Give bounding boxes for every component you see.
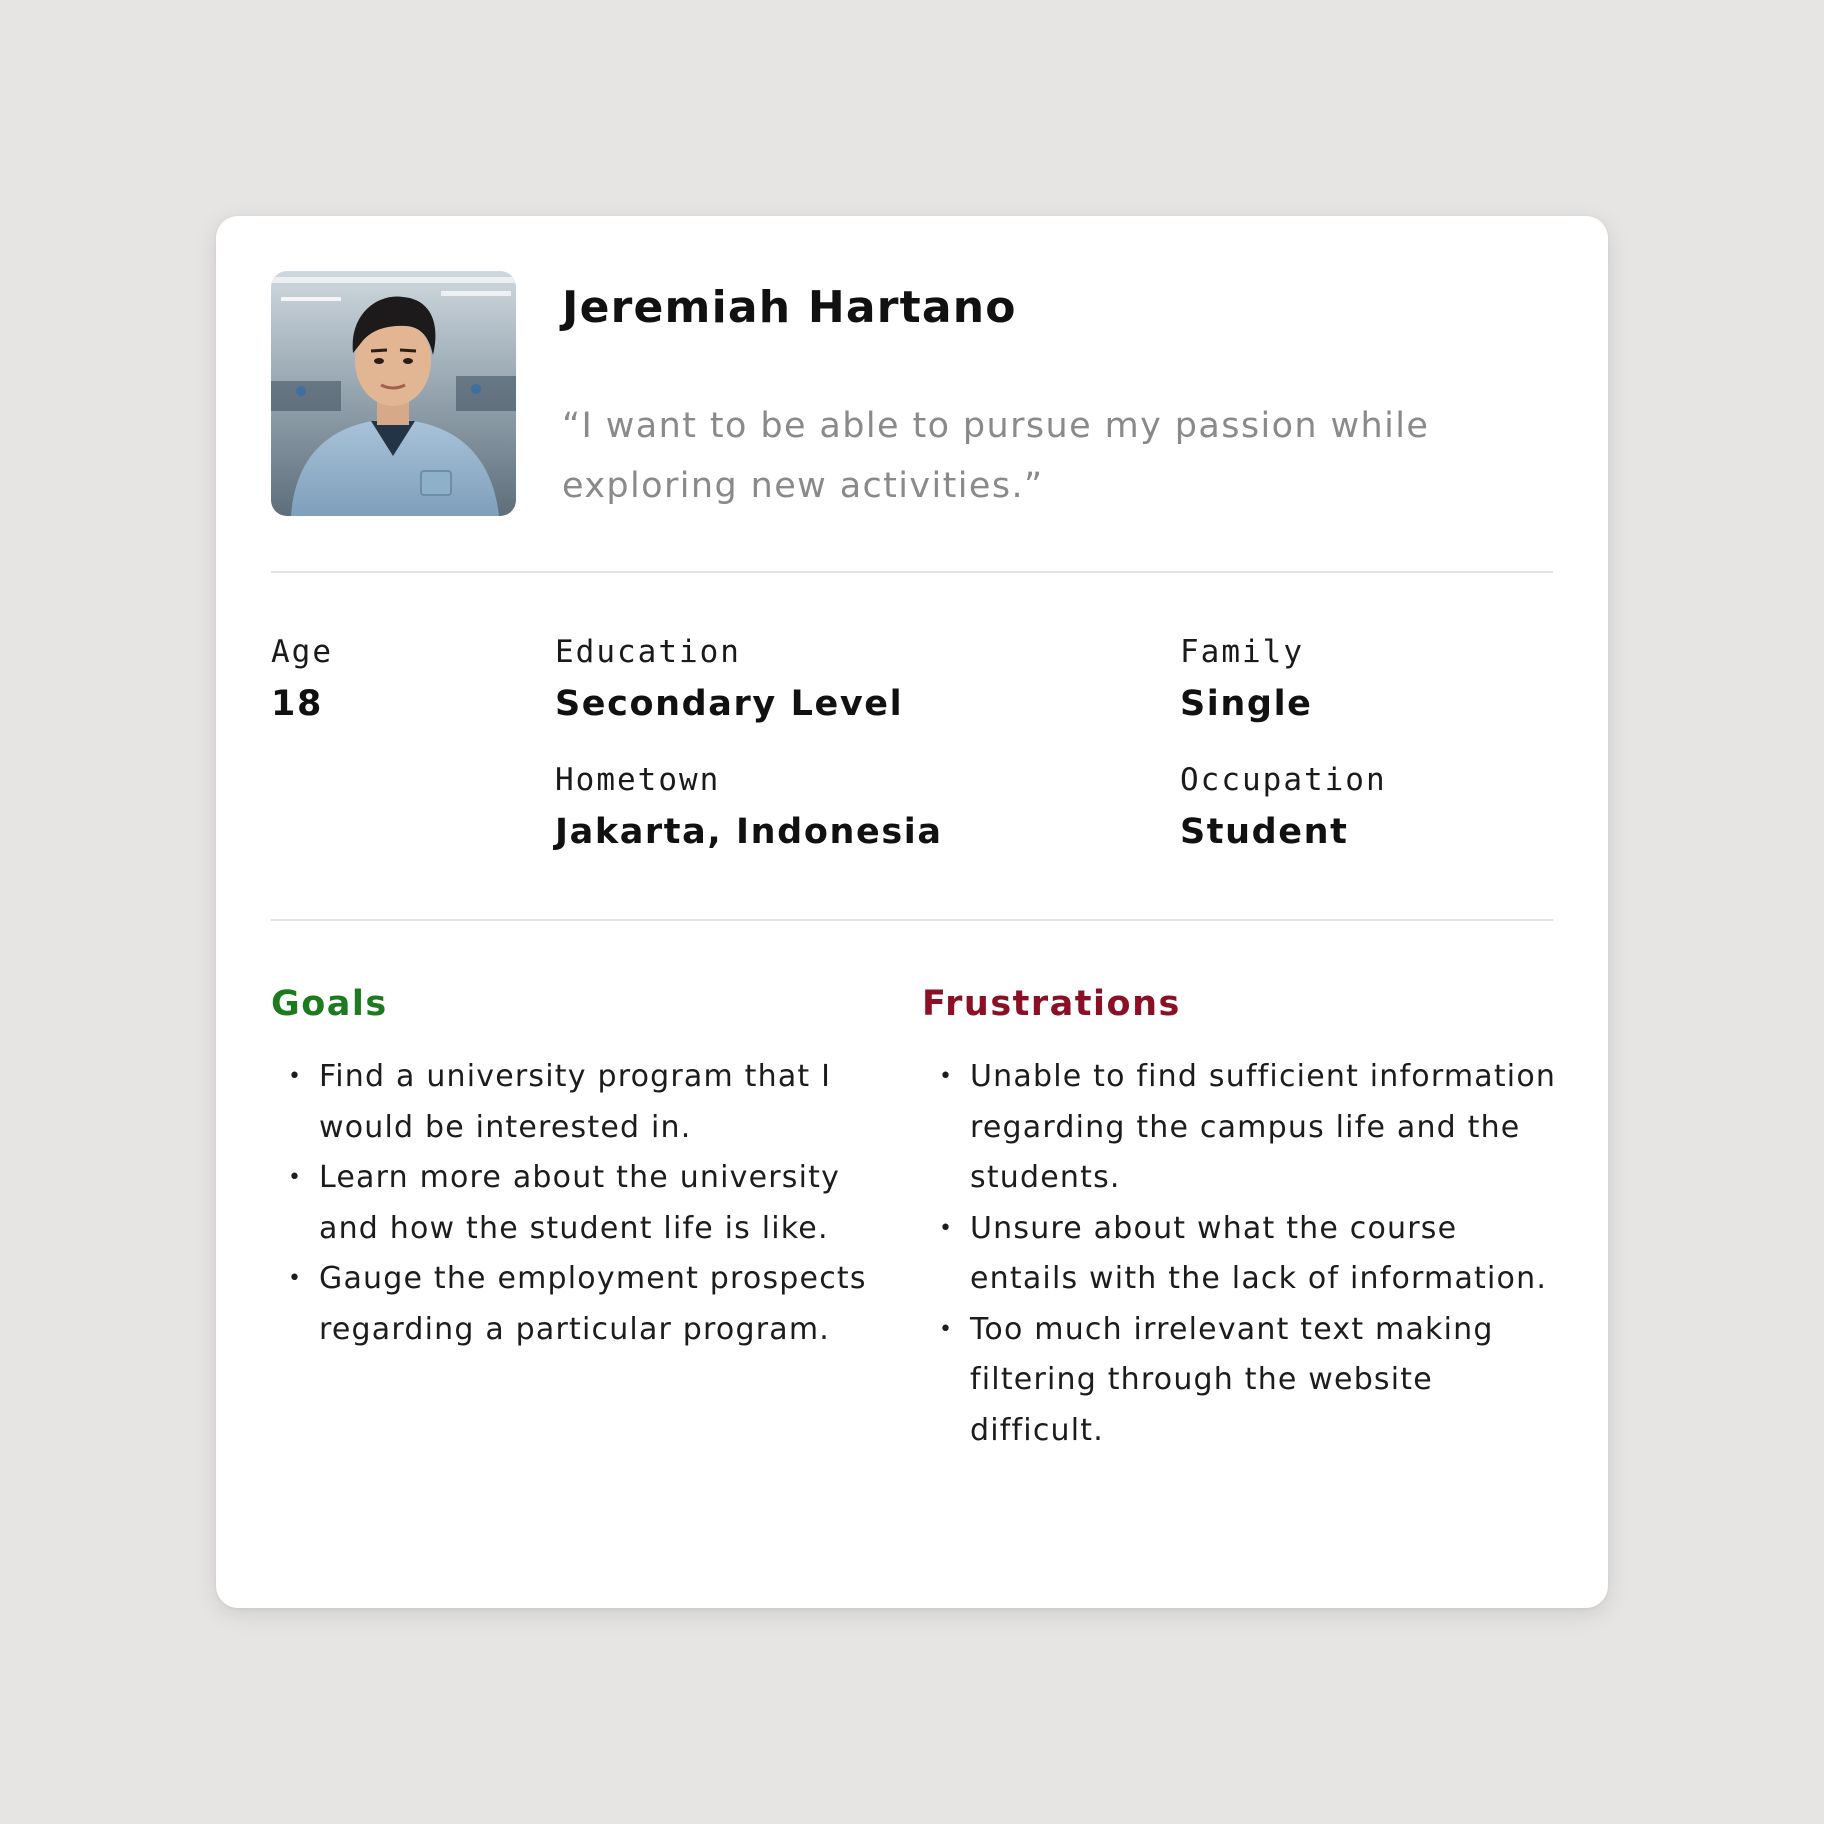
frustrations-title: Frustrations	[922, 984, 1181, 1024]
frustration-item: • Unsure about what the course entails with the lack of information.	[922, 1204, 1562, 1305]
frustration-item: • Too much irrelevant text making filtering through the website difficult.	[922, 1305, 1562, 1457]
field-occupation-value: Student	[1180, 812, 1349, 852]
field-occupation-label: Occupation	[1180, 762, 1387, 798]
field-age	[271, 634, 333, 724]
field-education-value: Secondary Level	[555, 684, 904, 724]
persona-quote: “I want to be able to pursue my passion while exploring new activities.”	[562, 406, 1430, 506]
field-age-label: Age	[271, 634, 333, 670]
field-education-label: Education	[555, 634, 741, 670]
goals-title: Goals	[271, 984, 388, 1024]
header-divider	[271, 571, 1553, 573]
field-hometown	[555, 762, 943, 852]
goals-list	[271, 1052, 881, 1355]
persona-card	[216, 216, 1608, 1608]
field-hometown-label: Hometown	[555, 762, 721, 798]
frustration-item: • Unable to find sufficient information regarding the campus life and the students.	[922, 1052, 1562, 1204]
field-age-value: 18	[271, 684, 323, 724]
field-family-value: Single	[1180, 684, 1313, 724]
frustrations-list	[922, 1052, 1562, 1456]
goal-item: • Learn more about the university and how the student life is like.	[271, 1153, 881, 1254]
info-divider	[271, 919, 1553, 921]
field-family-label: Family	[1180, 634, 1304, 670]
field-occupation	[1180, 762, 1387, 852]
field-hometown-value: Jakarta, Indonesia	[555, 812, 943, 852]
persona-name: Jeremiah Hartano	[562, 282, 1017, 333]
field-family	[1180, 634, 1313, 724]
goal-item: • Find a university program that I would be interested in.	[271, 1052, 881, 1153]
goal-item: • Gauge the employment prospects regarding a particular program.	[271, 1254, 881, 1355]
field-education	[555, 634, 903, 724]
persona-photo	[271, 271, 516, 516]
